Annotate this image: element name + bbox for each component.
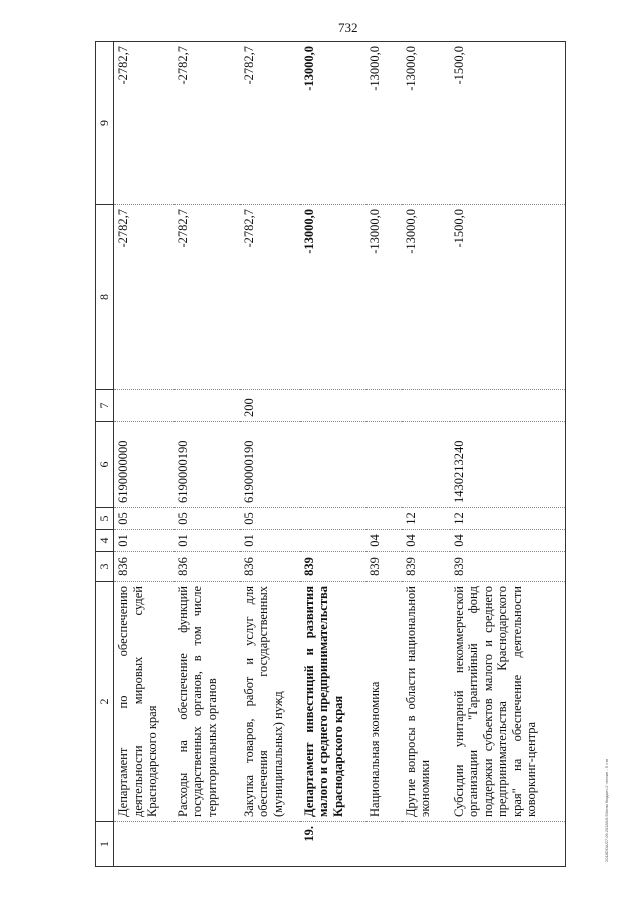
rotated-table-container xyxy=(95,42,565,867)
row-number xyxy=(402,822,450,867)
row-c4: 04 xyxy=(366,530,402,552)
table-row xyxy=(240,42,300,867)
row-c8: -13000,0 xyxy=(366,205,402,390)
row-c7: 200 xyxy=(240,390,300,422)
row-c7 xyxy=(174,390,240,422)
row-c4: 04 xyxy=(402,530,450,552)
table-row xyxy=(300,42,366,867)
header-row xyxy=(96,42,114,867)
row-c5 xyxy=(300,508,366,530)
row-number xyxy=(174,822,240,867)
row-c6: 1430213240 xyxy=(450,422,566,508)
page-number: 732 xyxy=(338,20,358,35)
row-name: Департамент инвестиций и развития малого и среднего предпринимательства Краснодарского края xyxy=(300,582,366,822)
row-c3: 839 xyxy=(450,552,566,582)
header-cell: 8 xyxy=(96,205,114,390)
row-c3: 836 xyxy=(114,552,174,582)
row-c5: 05 xyxy=(240,508,300,530)
header-cell: 2 xyxy=(96,582,114,822)
row-number xyxy=(240,822,300,867)
header-cell: 1 xyxy=(96,822,114,867)
table-row xyxy=(366,42,402,867)
row-c8: -1500,0 xyxy=(450,205,566,390)
row-c6 xyxy=(300,422,366,508)
table-row xyxy=(114,42,174,867)
row-c3: 839 xyxy=(300,552,366,582)
row-c7 xyxy=(402,390,450,422)
row-c9: -13000,0 xyxy=(366,42,402,205)
row-c9: -2782,7 xyxy=(114,42,174,205)
table-row xyxy=(450,42,566,867)
row-number xyxy=(366,822,402,867)
row-c6 xyxy=(402,422,450,508)
row-c9: -2782,7 xyxy=(174,42,240,205)
row-c5 xyxy=(366,508,402,530)
row-c8: -13000,0 xyxy=(300,205,366,390)
row-c9: -1500,0 xyxy=(450,42,566,205)
row-c5: 05 xyxy=(174,508,240,530)
row-c3: 836 xyxy=(174,552,240,582)
row-c9: -13000,0 xyxy=(300,42,366,205)
row-name: Национальная экономика xyxy=(366,582,402,822)
budget-table xyxy=(95,41,566,867)
table-row xyxy=(402,42,450,867)
row-c9: -13000,0 xyxy=(402,42,450,205)
row-c7 xyxy=(366,390,402,422)
side-note: 2018DOA/27.09.2018/16:50/отм бюджет-2 чтение - 5 чтп xyxy=(604,758,609,862)
header-cell: 6 xyxy=(96,422,114,508)
row-number: 19. xyxy=(300,822,366,867)
row-number xyxy=(114,822,174,867)
row-c6: 6190000190 xyxy=(240,422,300,508)
row-c5: 12 xyxy=(402,508,450,530)
row-c9: -2782,7 xyxy=(240,42,300,205)
row-c5: 05 xyxy=(114,508,174,530)
row-c6: 6190000190 xyxy=(174,422,240,508)
row-name: Расходы на обеспечение функций государственных органов, в том числе территориальных органов xyxy=(174,582,240,822)
row-c4: 01 xyxy=(174,530,240,552)
row-c5: 12 xyxy=(450,508,566,530)
row-c8: -2782,7 xyxy=(114,205,174,390)
header-cell: 3 xyxy=(96,552,114,582)
row-c4 xyxy=(300,530,366,552)
row-name: Департамент по обеспечению деятельности мировых судей Краснодарского края xyxy=(114,582,174,822)
row-name: Субсидии унитарной некоммерческой организации "Гарантийный фонд поддержки субъектов малого и среднего предпринимательства Краснодарского края" на обеспечение деятельности коворкинг-центра xyxy=(450,582,566,822)
row-number xyxy=(450,822,566,867)
row-c4: 01 xyxy=(240,530,300,552)
header-cell: 7 xyxy=(96,390,114,422)
row-name: Закупка товаров, работ и услуг для обеспечения государственных (муниципальных) нужд xyxy=(240,582,300,822)
row-c7 xyxy=(300,390,366,422)
row-c3: 839 xyxy=(366,552,402,582)
table-row xyxy=(174,42,240,867)
row-c3: 839 xyxy=(402,552,450,582)
row-c6 xyxy=(366,422,402,508)
row-c4: 04 xyxy=(450,530,566,552)
row-c6: 6190000000 xyxy=(114,422,174,508)
row-c7 xyxy=(114,390,174,422)
header-cell: 5 xyxy=(96,508,114,530)
header-cell: 9 xyxy=(96,42,114,205)
row-c8: -2782,7 xyxy=(174,205,240,390)
row-c7 xyxy=(450,390,566,422)
row-c8: -2782,7 xyxy=(240,205,300,390)
row-c3: 836 xyxy=(240,552,300,582)
header-cell: 4 xyxy=(96,530,114,552)
row-c8: -13000,0 xyxy=(402,205,450,390)
row-c4: 01 xyxy=(114,530,174,552)
row-name: Другие вопросы в области национальной экономики xyxy=(402,582,450,822)
